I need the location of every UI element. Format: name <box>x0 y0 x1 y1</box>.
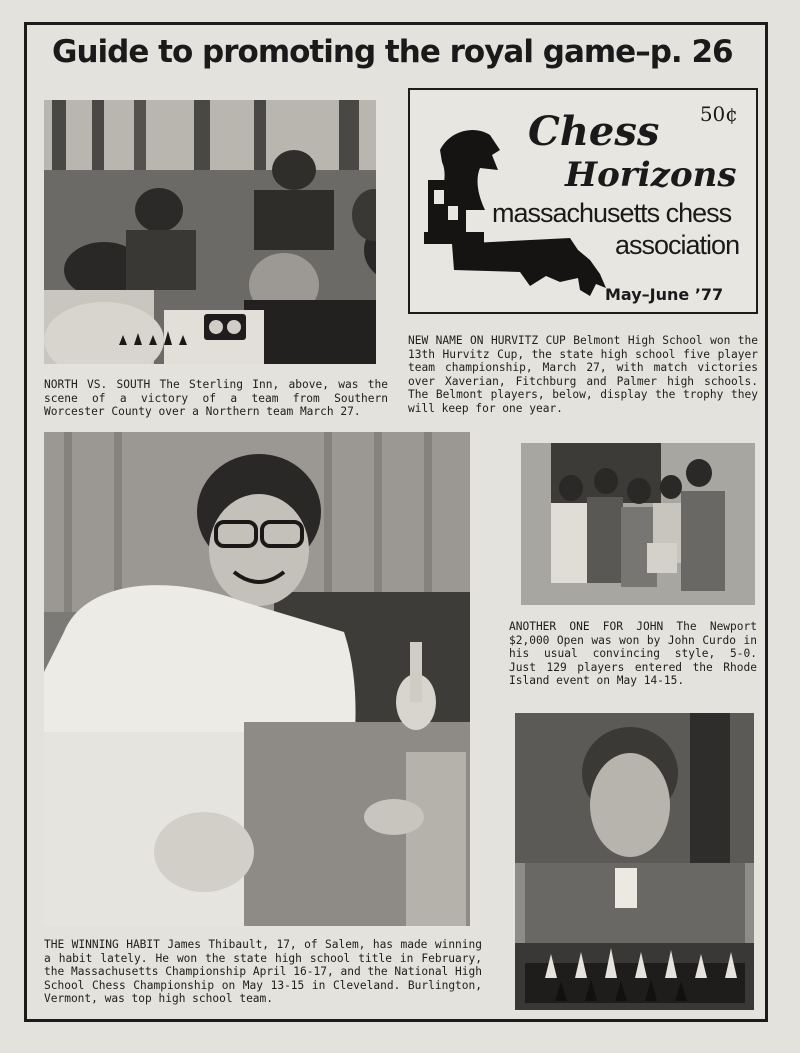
masthead-title-horizons: Horizons <box>565 155 737 195</box>
caption-another-one-for-john: ANOTHER ONE FOR JOHN The Newport $2,000 Open was won by John Curdo in his usual convincing style, 5-0. Just 129 players entered the Rhode Island event on May 14-15. <box>509 620 757 688</box>
photo-belmont-team <box>521 443 755 605</box>
masthead-association-line2: association <box>615 230 740 260</box>
headline: Guide to promoting the royal game–p. 26 <box>52 34 733 70</box>
caption-hurvitz-cup: NEW NAME ON HURVITZ CUP Belmont High School won the 13th Hurvitz Cup, the state high school five player team championship, March 27, with match victories over Xaverian, Fitchburg and Palmer high schools. The Belmont players, below, display the trophy they will keep for one year. <box>408 334 758 415</box>
caption-north-vs-south: NORTH VS. SOUTH The Sterling Inn, above, was the scene of a victory of a team from Southern Worcester County over a Northern team March 27. <box>44 378 388 419</box>
masthead-association-line1: massachusetts chess <box>492 198 732 228</box>
photo-john-curdo <box>515 713 754 1010</box>
masthead <box>408 88 758 314</box>
photo-james-thibault <box>44 432 470 926</box>
issue-date: May–June ’77 <box>605 285 724 304</box>
price: 50¢ <box>699 102 738 126</box>
caption-winning-habit: THE WINNING HABIT James Thibault, 17, of Salem, has made winning a habit lately. He won the state high school title in February, the Massachusetts Championship April 16-17, and the National High School Chess Championship on May 13-15 in Cleveland. Burlington, Vermont, was top high school team. <box>44 938 482 1006</box>
masthead-title-chess: Chess <box>528 108 660 155</box>
massachusetts-map-icon <box>450 230 610 311</box>
photo-sterling-inn <box>44 100 376 364</box>
